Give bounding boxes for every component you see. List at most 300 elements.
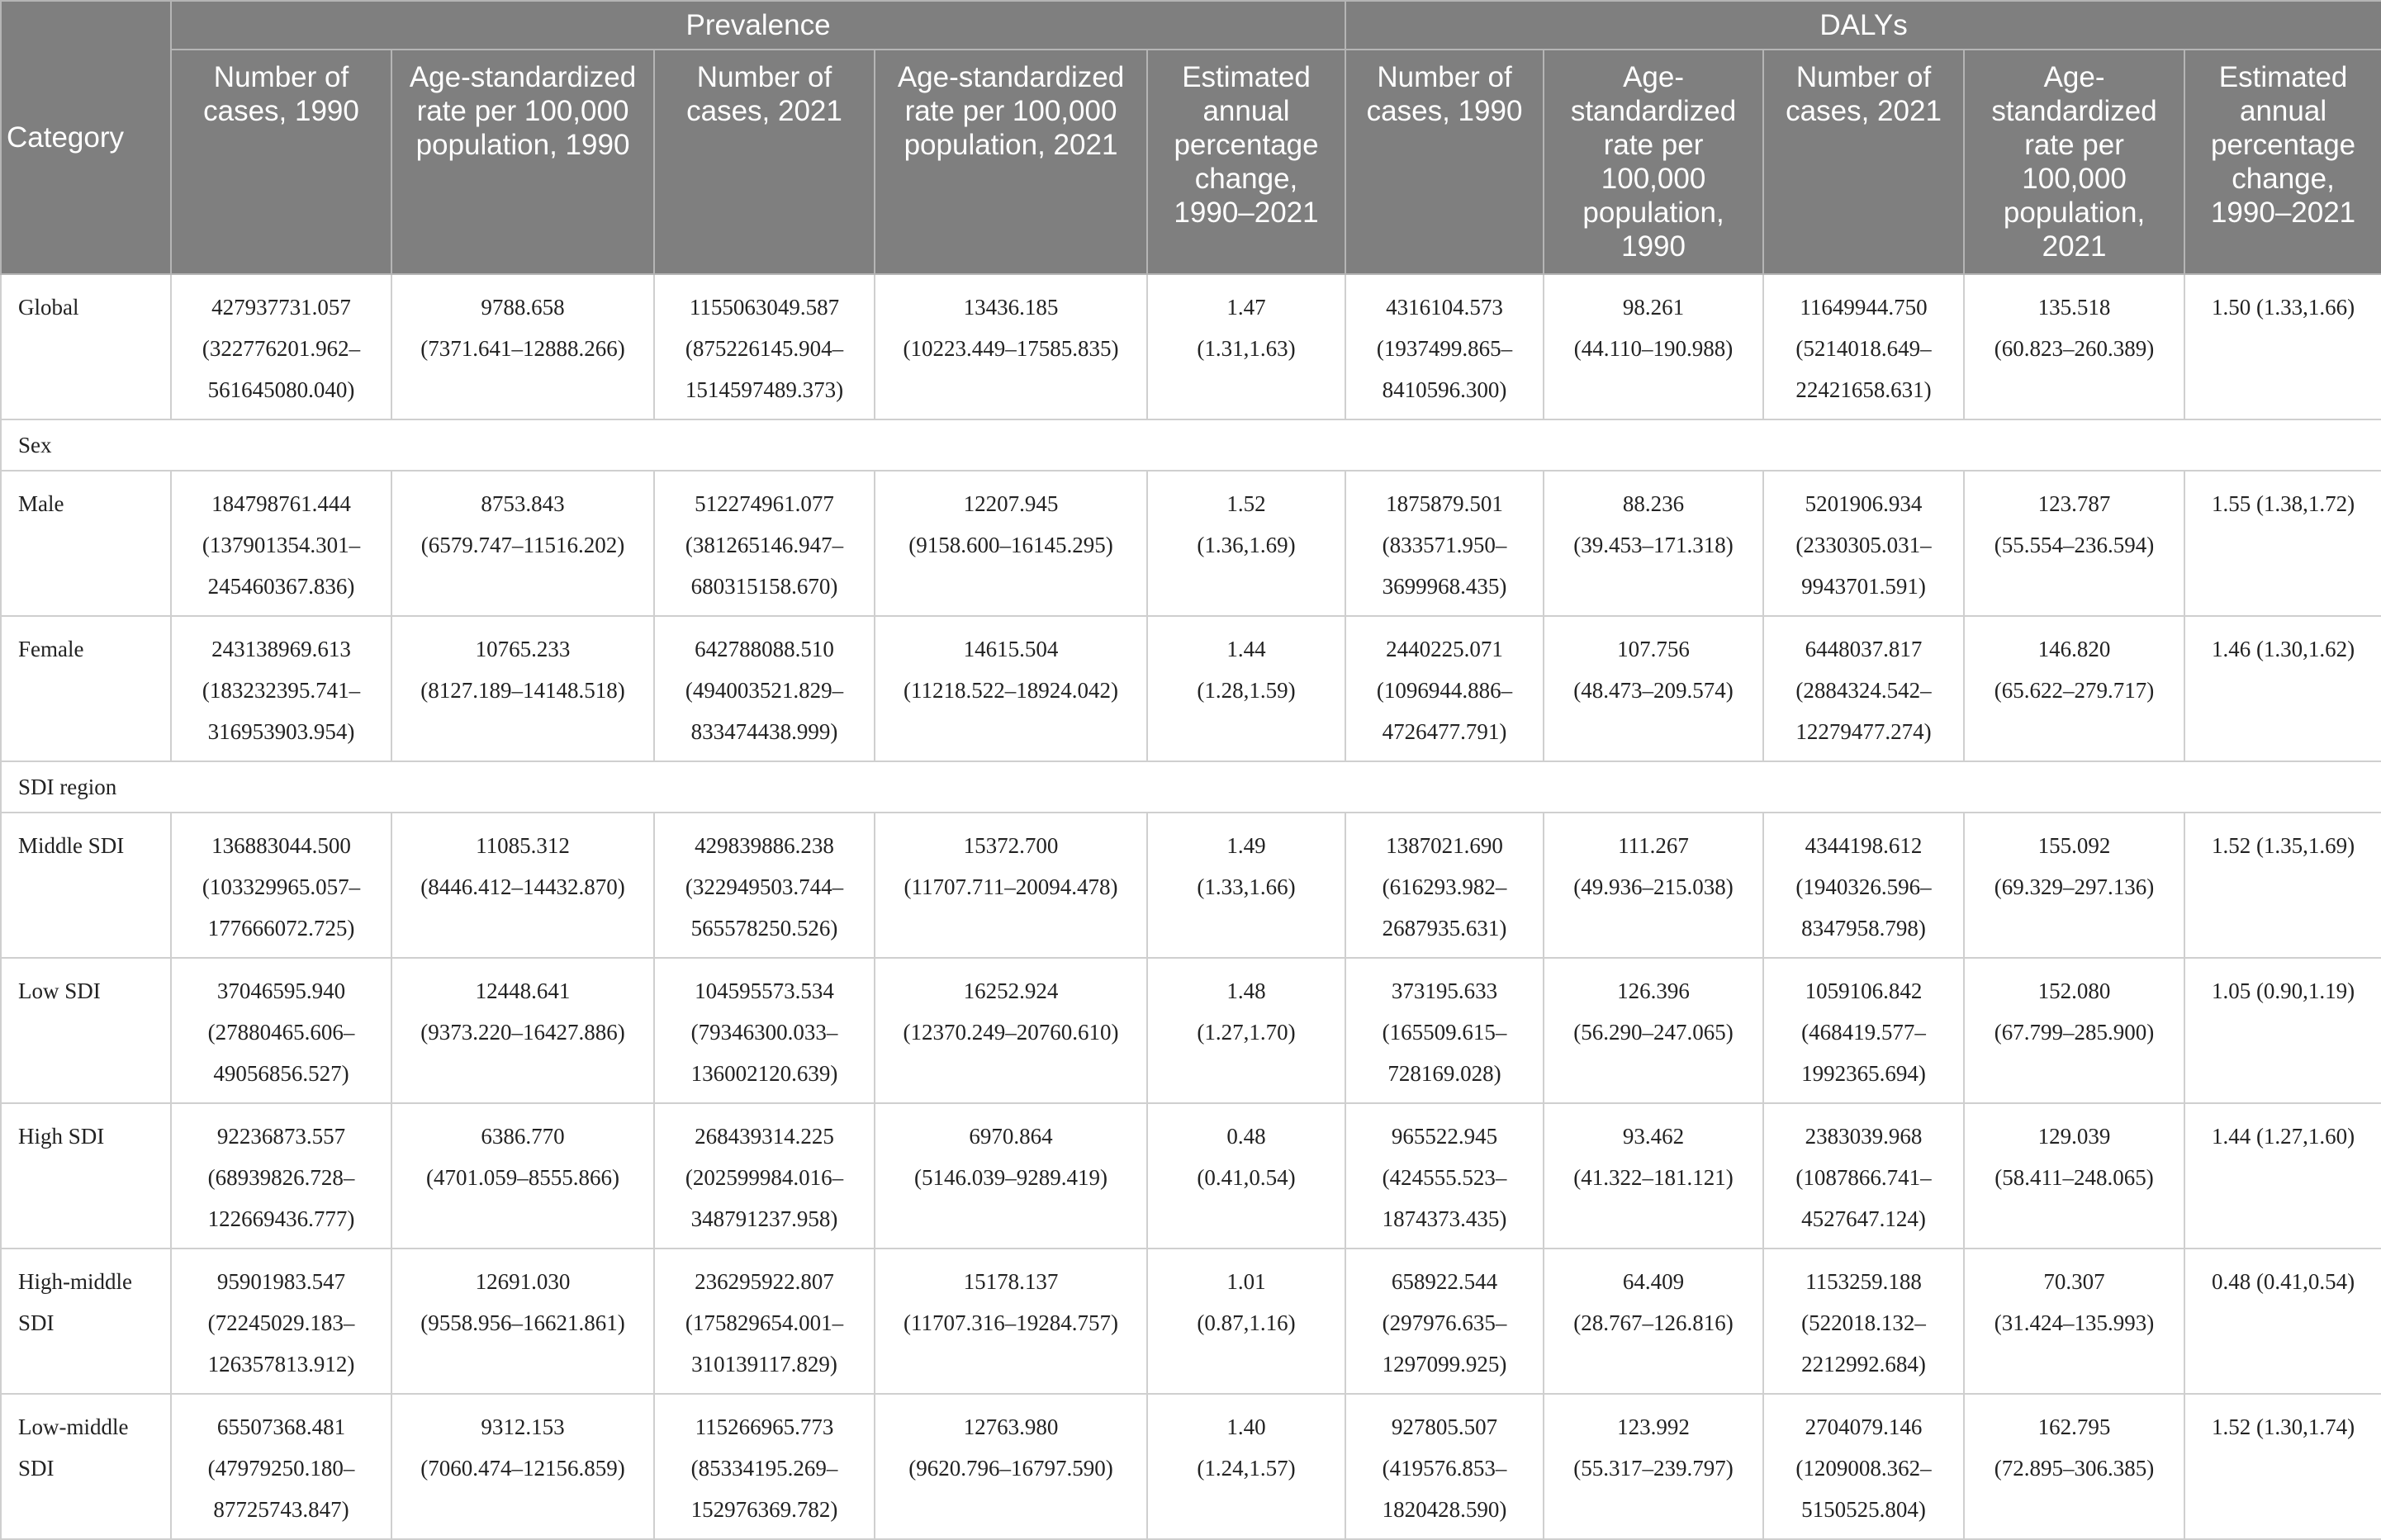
category-label: SDI <box>18 1310 55 1335</box>
cell-value-line: 14615.504 <box>963 637 1059 661</box>
value-cell <box>1345 616 1544 761</box>
cell-value-line: 65507368.481 <box>216 1414 346 1439</box>
value-cell <box>391 1249 654 1394</box>
cell-value-line: (67.799–285.900) <box>1994 1020 2155 1045</box>
cell-value-line: (0.87,1.16) <box>1197 1310 1296 1335</box>
value-cell <box>171 471 391 616</box>
value-cell <box>1147 1394 1345 1539</box>
value-cell <box>2184 1249 2381 1394</box>
cell-value-line: 155.092 <box>2037 833 2111 858</box>
value-cell <box>1345 813 1544 958</box>
cell-value-line: (79346300.033– <box>690 1020 838 1045</box>
cell-value-line: (11707.711–20094.478) <box>904 874 1118 899</box>
cell-value-line: 5150525.804) <box>1801 1497 1926 1522</box>
cell-value-line: 10765.233 <box>475 637 571 661</box>
category-cell <box>1 1103 171 1249</box>
cell-value-line: 88.236 <box>1622 491 1685 516</box>
cell-value-line: (9558.956–16621.861) <box>420 1310 625 1335</box>
value-cell <box>171 958 391 1103</box>
cell-value-line: 658922.544 <box>1391 1269 1498 1294</box>
cell-value-line: 1.55 (1.38,1.72) <box>2211 491 2355 516</box>
cell-value-line: 0.48 (0.41,0.54) <box>2211 1269 2355 1294</box>
cell-value-line: 136883044.500 <box>211 833 351 858</box>
cell-value-line: 123.992 <box>1617 1414 1690 1439</box>
cell-value-line: 427937731.057 <box>211 295 351 320</box>
cell-value-line: 1.52 <box>1226 491 1266 516</box>
cell-value-line: (7371.641–12888.266) <box>420 336 625 361</box>
cell-value-line: 2212992.684) <box>1801 1352 1926 1377</box>
cell-value-line: (56.290–247.065) <box>1573 1020 1734 1045</box>
value-cell <box>654 1103 875 1249</box>
category-cell <box>1 616 171 761</box>
cell-value-line: 152976369.782) <box>690 1497 838 1522</box>
cell-value-line: (48.473–209.574) <box>1573 678 1734 703</box>
cell-value-line: 135.518 <box>2037 295 2111 320</box>
cell-value-line: 1.44 (1.27,1.60) <box>2211 1124 2355 1149</box>
prevalence-group-header: Prevalence <box>171 1 1345 50</box>
value-cell <box>1147 1103 1345 1249</box>
section-row <box>1 761 2381 813</box>
cell-value-line: 12448.641 <box>475 978 571 1003</box>
cell-value-line: 152.080 <box>2037 978 2111 1003</box>
value-cell <box>1544 813 1763 958</box>
cell-value-line: (7060.474–12156.859) <box>420 1456 625 1481</box>
value-cell <box>1544 1103 1763 1249</box>
cell-value-line: (6579.747–11516.202) <box>420 533 625 557</box>
cell-value-line: 146.820 <box>2037 637 2111 661</box>
cell-value-line: (85334195.269– <box>690 1456 838 1481</box>
cell-value-line: 95901983.547 <box>216 1269 346 1294</box>
cell-value-line: 1297099.925) <box>1382 1352 1507 1377</box>
category-label: High-middle <box>18 1269 132 1294</box>
cell-value-line: (1.24,1.57) <box>1197 1456 1296 1481</box>
cell-value-line: 4316104.573 <box>1386 295 1503 320</box>
table-row <box>1 813 2381 958</box>
cell-value-line: 1820428.590) <box>1382 1497 1507 1522</box>
value-cell <box>1964 274 2184 419</box>
cell-value-line: 373195.633 <box>1391 978 1498 1003</box>
value-cell <box>171 1394 391 1539</box>
cell-value-line: (381265146.947– <box>685 533 844 557</box>
value-cell <box>2184 1394 2381 1539</box>
cell-value-line: 8347958.798) <box>1801 916 1926 941</box>
value-cell <box>1345 274 1544 419</box>
cell-value-line: (1.28,1.59) <box>1197 678 1296 703</box>
column-header: Number of cases, 2021 <box>1763 50 1964 274</box>
cell-value-line: (41.322–181.121) <box>1573 1165 1734 1190</box>
cell-value-line: (5214018.649– <box>1795 336 1932 361</box>
column-header: Age-standardized rate per 100,000 population, 2021 <box>1964 50 2184 274</box>
cell-value-line: (103329965.057– <box>202 874 361 899</box>
cell-value-line: (297976.635– <box>1382 1310 1507 1335</box>
value-cell <box>391 616 654 761</box>
value-cell <box>1147 813 1345 958</box>
cell-value-line: (183232395.741– <box>202 678 361 703</box>
cell-value-line: 833474438.999) <box>690 719 838 744</box>
cell-value-line: (5146.039–9289.419) <box>914 1165 1107 1190</box>
value-cell <box>391 958 654 1103</box>
value-cell <box>875 1103 1147 1249</box>
value-cell <box>1345 958 1544 1103</box>
cell-value-line: 13436.185 <box>963 295 1059 320</box>
value-cell <box>171 1249 391 1394</box>
value-cell <box>875 1249 1147 1394</box>
value-cell <box>1964 616 2184 761</box>
cell-value-line: (31.424–135.993) <box>1994 1310 2155 1335</box>
cell-value-line: (616293.982– <box>1382 874 1507 899</box>
header-group-row <box>1 1 2381 50</box>
value-cell <box>1763 813 1964 958</box>
cell-value-line: (47979250.180– <box>207 1456 355 1481</box>
cell-value-line: (55.317–239.797) <box>1573 1456 1734 1481</box>
cell-value-line: (2330305.031– <box>1795 533 1932 557</box>
table-row <box>1 1103 2381 1249</box>
value-cell <box>391 1103 654 1249</box>
cell-value-line: (8446.412–14432.870) <box>420 874 625 899</box>
value-cell <box>1544 1249 1763 1394</box>
cell-value-line: 8753.843 <box>481 491 565 516</box>
cell-value-line: (494003521.829– <box>685 678 844 703</box>
value-cell <box>1964 471 2184 616</box>
section-row <box>1 419 2381 471</box>
value-cell <box>875 958 1147 1103</box>
category-label: SDI <box>18 1456 55 1481</box>
cell-value-line: 136002120.639) <box>690 1061 838 1086</box>
value-cell <box>1763 616 1964 761</box>
cell-value-line: (1209008.362– <box>1795 1456 1932 1481</box>
cell-value-line: 64.409 <box>1622 1269 1685 1294</box>
column-header: Number of cases, 2021 <box>654 50 875 274</box>
cell-value-line: 15178.137 <box>963 1269 1059 1294</box>
cell-value-line: 565578250.526) <box>690 916 838 941</box>
cell-value-line: (28.767–126.816) <box>1573 1310 1734 1335</box>
cell-value-line: 243138969.613 <box>211 637 351 661</box>
cell-value-line: (2884324.542– <box>1795 678 1932 703</box>
cell-value-line: (9373.220–16427.886) <box>420 1020 625 1045</box>
value-cell <box>1763 958 1964 1103</box>
cell-value-line: (137901354.301– <box>202 533 361 557</box>
cell-value-line: 15372.700 <box>963 833 1059 858</box>
cell-value-line: 92236873.557 <box>216 1124 346 1149</box>
value-cell <box>391 813 654 958</box>
cell-value-line: (69.329–297.136) <box>1994 874 2155 899</box>
cell-value-line: (522018.132– <box>1801 1310 1926 1335</box>
cell-value-line: 429839886.238 <box>695 833 834 858</box>
cell-value-line: (39.453–171.318) <box>1573 533 1734 557</box>
value-cell <box>391 471 654 616</box>
value-cell <box>654 616 875 761</box>
value-cell <box>1345 1249 1544 1394</box>
category-label: Female <box>18 637 84 661</box>
cell-value-line: (49.936–215.038) <box>1573 874 1734 899</box>
cell-value-line: (468419.577– <box>1801 1020 1926 1045</box>
cell-value-line: 9312.153 <box>481 1414 565 1439</box>
value-cell <box>1345 1394 1544 1539</box>
cell-value-line: (58.411–248.065) <box>1994 1165 2154 1190</box>
category-cell <box>1 274 171 419</box>
value-cell <box>875 471 1147 616</box>
cell-value-line: (72245029.183– <box>207 1310 355 1335</box>
cell-value-line: (175829654.001– <box>685 1310 844 1335</box>
value-cell <box>1763 1394 1964 1539</box>
value-cell <box>2184 274 2381 419</box>
value-cell <box>1763 471 1964 616</box>
cell-value-line: 512274961.077 <box>695 491 834 516</box>
cell-value-line: 1.52 (1.30,1.74) <box>2211 1414 2355 1439</box>
cell-value-line: 2704079.146 <box>1805 1414 1923 1439</box>
cell-value-line: 1.47 <box>1226 295 1266 320</box>
value-cell <box>1544 616 1763 761</box>
value-cell <box>1147 958 1345 1103</box>
cell-value-line: 1.01 <box>1226 1269 1266 1294</box>
value-cell <box>654 471 875 616</box>
table-row <box>1 616 2381 761</box>
cell-value-line: 16252.924 <box>963 978 1059 1003</box>
table-body <box>1 274 2381 1539</box>
value-cell <box>875 616 1147 761</box>
value-cell <box>171 274 391 419</box>
cell-value-line: 245460367.836) <box>207 574 355 599</box>
cell-value-line: (1940326.596– <box>1795 874 1932 899</box>
cell-value-line: 5201906.934 <box>1805 491 1923 516</box>
section-label: Sex <box>1 419 2381 471</box>
column-header: Estimated annual percentage change, 1990–2021 <box>2184 50 2381 274</box>
value-cell <box>2184 958 2381 1103</box>
cell-value-line: (68939826.728– <box>207 1165 355 1190</box>
cell-value-line: 126357813.912) <box>207 1352 355 1377</box>
table-row <box>1 958 2381 1103</box>
cell-value-line: 126.396 <box>1617 978 1690 1003</box>
value-cell <box>875 813 1147 958</box>
column-header: Age-standardized rate per 100,000 population, 2021 <box>875 50 1147 274</box>
cell-value-line: 2383039.968 <box>1805 1124 1923 1149</box>
value-cell <box>1763 274 1964 419</box>
category-cell <box>1 813 171 958</box>
cell-value-line: 3699968.435) <box>1382 574 1507 599</box>
value-cell <box>1345 1103 1544 1249</box>
cell-value-line: 642788088.510 <box>695 637 834 661</box>
cell-value-line: (1.27,1.70) <box>1197 1020 1296 1045</box>
table-row <box>1 1394 2381 1539</box>
value-cell <box>1964 1103 2184 1249</box>
cell-value-line: (11707.316–19284.757) <box>904 1310 1118 1335</box>
value-cell <box>1964 1394 2184 1539</box>
cell-value-line: 6386.770 <box>481 1124 565 1149</box>
value-cell <box>2184 616 2381 761</box>
cell-value-line: 6448037.817 <box>1805 637 1923 661</box>
cell-value-line: (165509.615– <box>1382 1020 1507 1045</box>
value-cell <box>1964 1249 2184 1394</box>
value-cell <box>1147 471 1345 616</box>
cell-value-line: 22421658.631) <box>1795 377 1932 402</box>
category-label: Low SDI <box>18 978 101 1003</box>
cell-value-line: (419576.853– <box>1382 1456 1507 1481</box>
cell-value-line: 11085.312 <box>476 833 570 858</box>
cell-value-line: 927805.507 <box>1391 1414 1498 1439</box>
cell-value-line: 12763.980 <box>963 1414 1059 1439</box>
cell-value-line: 1.46 (1.30,1.62) <box>2211 637 2355 661</box>
cell-value-line: (833571.950– <box>1382 533 1507 557</box>
value-cell <box>391 1394 654 1539</box>
cell-value-line: 4344198.612 <box>1805 833 1923 858</box>
cell-value-line: 1874373.435) <box>1382 1206 1507 1231</box>
cell-value-line: 9943701.591) <box>1801 574 1926 599</box>
cell-value-line: 1.40 <box>1226 1414 1266 1439</box>
cell-value-line: 49056856.527) <box>213 1061 349 1086</box>
cell-value-line: 728169.028) <box>1387 1061 1501 1086</box>
cell-value-line: 184798761.444 <box>211 491 351 516</box>
cell-value-line: 0.48 <box>1226 1124 1266 1149</box>
cell-value-line: 1514597489.373) <box>685 377 844 402</box>
cell-value-line: 123.787 <box>2037 491 2111 516</box>
column-header: Number of cases, 1990 <box>1345 50 1544 274</box>
value-cell <box>654 958 875 1103</box>
cell-value-line: 2440225.071 <box>1386 637 1503 661</box>
cell-value-line: 8410596.300) <box>1382 377 1507 402</box>
value-cell <box>1763 1103 1964 1249</box>
column-header: Age-standardized rate per 100,000 population, 1990 <box>1544 50 1763 274</box>
cell-value-line: (12370.249–20760.610) <box>903 1020 1119 1045</box>
value-cell <box>1147 274 1345 419</box>
cell-value-line: 6970.864 <box>969 1124 1053 1149</box>
value-cell <box>1964 813 2184 958</box>
cell-value-line: (0.41,0.54) <box>1197 1165 1296 1190</box>
table-row <box>1 1249 2381 1394</box>
cell-value-line: (27880465.606– <box>207 1020 355 1045</box>
value-cell <box>654 1249 875 1394</box>
value-cell <box>654 274 875 419</box>
cell-value-line: 115266965.773 <box>695 1414 834 1439</box>
cell-value-line: 1.48 <box>1226 978 1266 1003</box>
category-cell <box>1 1249 171 1394</box>
cell-value-line: 122669436.777) <box>207 1206 355 1231</box>
value-cell <box>1763 1249 1964 1394</box>
value-cell <box>1544 274 1763 419</box>
column-header: Age-standardized rate per 100,000 population, 1990 <box>391 50 654 274</box>
section-label: SDI region <box>1 761 2381 813</box>
cell-value-line: 965522.945 <box>1391 1124 1498 1149</box>
cell-value-line: 4726477.791) <box>1382 719 1507 744</box>
cell-value-line: (1096944.886– <box>1376 678 1513 703</box>
value-cell <box>1544 1394 1763 1539</box>
cell-value-line: 111.267 <box>1618 833 1689 858</box>
cell-value-line: 104595573.534 <box>695 978 834 1003</box>
value-cell <box>2184 471 2381 616</box>
cell-value-line: 98.261 <box>1622 295 1685 320</box>
cell-value-line: 1387021.690 <box>1386 833 1503 858</box>
cell-value-line: (60.823–260.389) <box>1994 336 2155 361</box>
category-label: Male <box>18 491 64 516</box>
dalys-group-header: DALYs <box>1345 1 2381 50</box>
value-cell <box>171 616 391 761</box>
cell-value-line: (44.110–190.988) <box>1573 336 1734 361</box>
category-label: Low-middle <box>18 1414 129 1439</box>
cell-value-line: 87725743.847) <box>213 1497 349 1522</box>
cell-value-line: (322949503.744– <box>685 874 844 899</box>
category-column-header: Category <box>1 1 171 274</box>
value-cell <box>1147 616 1345 761</box>
cell-value-line: 107.756 <box>1617 637 1690 661</box>
value-cell <box>1345 471 1544 616</box>
value-cell <box>391 274 654 419</box>
cell-value-line: (9620.796–16797.590) <box>908 1456 1113 1481</box>
table-header <box>1 1 2381 274</box>
cell-value-line: 236295922.807 <box>695 1269 834 1294</box>
cell-value-line: (424555.523– <box>1382 1165 1507 1190</box>
value-cell <box>171 1103 391 1249</box>
cell-value-line: 177666072.725) <box>207 916 355 941</box>
value-cell <box>875 1394 1147 1539</box>
cell-value-line: 1992365.694) <box>1801 1061 1926 1086</box>
cell-value-line: (9158.600–16145.295) <box>908 533 1113 557</box>
cell-value-line: (55.554–236.594) <box>1994 533 2155 557</box>
cell-value-line: 561645080.040) <box>207 377 355 402</box>
cell-value-line: (72.895–306.385) <box>1994 1456 2155 1481</box>
cell-value-line: 1153259.188 <box>1805 1269 1922 1294</box>
table-row <box>1 274 2381 419</box>
cell-value-line: 316953903.954) <box>207 719 355 744</box>
cell-value-line: (875226145.904– <box>685 336 844 361</box>
cell-value-line: 93.462 <box>1622 1124 1685 1149</box>
value-cell <box>1964 958 2184 1103</box>
table-row <box>1 471 2381 616</box>
cell-value-line: 680315158.670) <box>690 574 838 599</box>
header-column-row <box>1 50 2381 274</box>
category-label: High SDI <box>18 1124 105 1149</box>
cell-value-line: 12207.945 <box>963 491 1059 516</box>
value-cell <box>2184 1103 2381 1249</box>
cell-value-line: (202599984.016– <box>685 1165 844 1190</box>
value-cell <box>1147 1249 1345 1394</box>
cell-value-line: (1087866.741– <box>1795 1165 1932 1190</box>
cell-value-line: 1875879.501 <box>1386 491 1503 516</box>
cell-value-line: (1.31,1.63) <box>1197 336 1296 361</box>
cell-value-line: 37046595.940 <box>216 978 346 1003</box>
cell-value-line: (65.622–279.717) <box>1994 678 2155 703</box>
value-cell <box>2184 813 2381 958</box>
value-cell <box>1544 958 1763 1103</box>
value-cell <box>171 813 391 958</box>
cell-value-line: 162.795 <box>2037 1414 2111 1439</box>
cell-value-line: 4527647.124) <box>1801 1206 1926 1231</box>
value-cell <box>1544 471 1763 616</box>
cell-value-line: 1.50 (1.33,1.66) <box>2211 295 2355 320</box>
cell-value-line: (8127.189–14148.518) <box>420 678 625 703</box>
cell-value-line: 2687935.631) <box>1382 916 1507 941</box>
cell-value-line: 70.307 <box>2043 1269 2105 1294</box>
value-cell <box>654 813 875 958</box>
cell-value-line: 348791237.958) <box>690 1206 838 1231</box>
category-cell <box>1 471 171 616</box>
cell-value-line: 11649944.750 <box>1800 295 1928 320</box>
cell-value-line: (322776201.962– <box>202 336 361 361</box>
value-cell <box>654 1394 875 1539</box>
column-header: Estimated annual percentage change, 1990–2021 <box>1147 50 1345 274</box>
cell-value-line: 1.44 <box>1226 637 1266 661</box>
cell-value-line: (1.33,1.66) <box>1197 874 1296 899</box>
cell-value-line: 1.49 <box>1226 833 1266 858</box>
cell-value-line: 129.039 <box>2037 1124 2111 1149</box>
column-header: Number of cases, 1990 <box>171 50 391 274</box>
cell-value-line: 12691.030 <box>475 1269 571 1294</box>
cell-value-line: 1059106.842 <box>1805 978 1923 1003</box>
category-label: Middle SDI <box>18 833 125 858</box>
cell-value-line: 1.05 (0.90,1.19) <box>2211 978 2355 1003</box>
cell-value-line: (1.36,1.69) <box>1197 533 1296 557</box>
cell-value-line: 1155063049.587 <box>689 295 840 320</box>
category-label: Global <box>18 295 79 320</box>
cell-value-line: 1.52 (1.35,1.69) <box>2211 833 2355 858</box>
